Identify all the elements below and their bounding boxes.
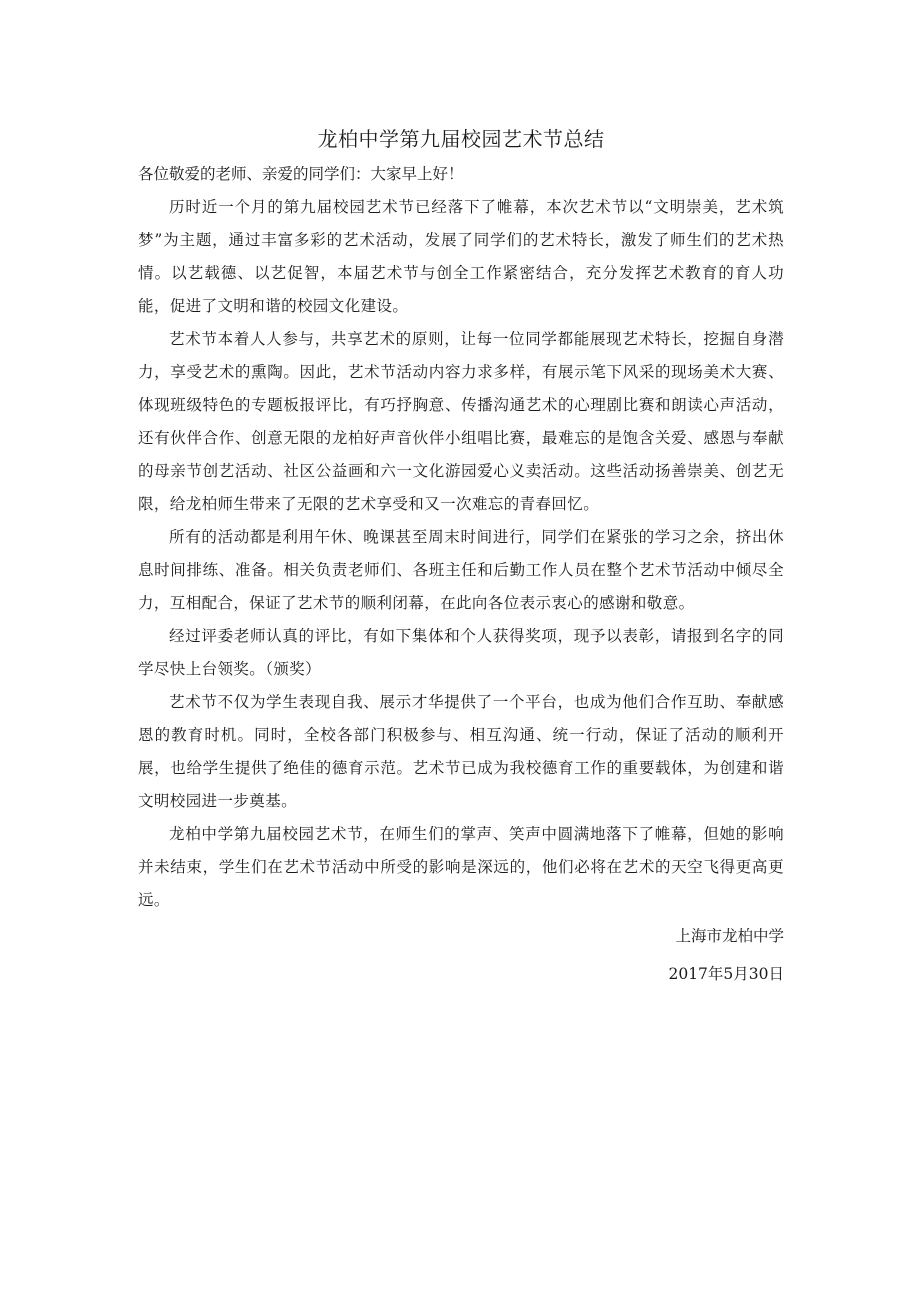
paragraph-6: 龙柏中学第九届校园艺术节，在师生们的掌声、笑声中圆满地落下了帷幕，但她的影响并未结束，学生们在艺术节活动中所受的影响是深远的，他们必将在艺术的天空飞得更高更远。: [138, 825, 784, 909]
paragraph-2: 艺术节本着人人参与，共享艺术的原则，让每一位同学都能展现艺术特长，挖掘自身潜力，享受艺术的熏陶。因此，艺术节活动内容力求多样，有展示笔下风采的现场美术大赛、体现班级特色的专题板报评比，有巧抒胸意、传播沟通艺术的心理剧比赛和朗读心声活动，还有伙伴合作、创意无限的龙柏好声音伙伴小组唱比赛，最难忘的是饱含关爱、感恩与奉献的母亲节创艺活动、社区公益画和六一文化游园爱心义卖活动。这些活动扬善崇美、创艺无限，给龙柏师生带来了无限的艺术享受和又一次难忘的青春回忆。: [138, 330, 784, 513]
paragraph-5: 艺术节不仅为学生表现自我、展示才华提供了一个平台，也成为他们合作互助、奉献感恩的教育时机。同时，全校各部门积极参与、相互沟通、统一行动，保证了活动的顺利开展，也给学生提供了绝佳的德育示范。艺术节已成为我校德育工作的重要载体，为创建和谐文明校园进一步奠基。: [138, 693, 784, 810]
paragraph-4: 经过评委老师认真的评比，有如下集体和个人获得奖项，现予以表彰，请报到名字的同学尽快上台领奖。（颁奖）: [138, 627, 784, 678]
signature-date: 2017年5月30日: [668, 965, 784, 983]
paragraph-1: 历时近一个月的第九届校园艺术节已经落下了帷幕，本次艺术节以“文明崇美，艺术筑梦”为主题，通过丰富多彩的艺术活动，发展了同学们的艺术特长，激发了师生们的艺术热情。以艺载德、以艺促智，本届艺术节与创全工作紧密结合，充分发挥艺术教育的育人功能，促进了文明和谐的校园文化建设。: [138, 198, 784, 315]
document-page: [138, 122, 784, 991]
signature-organization: 上海市龙柏中学: [675, 927, 784, 945]
paragraph-3: 所有的活动都是利用午休、晚课甚至周末时间进行，同学们在紧张的学习之余，挤出休息时间排练、准备。相关负责老师们、各班主任和后勤工作人员在整个艺术节活动中倾尽全力，互相配合，保证了艺术节的顺利闭幕，在此向各位表示衷心的感谢和敬意。: [138, 528, 784, 612]
greeting-line: 各位敬爱的老师、亲爱的同学们：大家早上好！: [138, 165, 464, 183]
document-title: 龙柏中学第九届校园艺术节总结: [317, 127, 605, 151]
